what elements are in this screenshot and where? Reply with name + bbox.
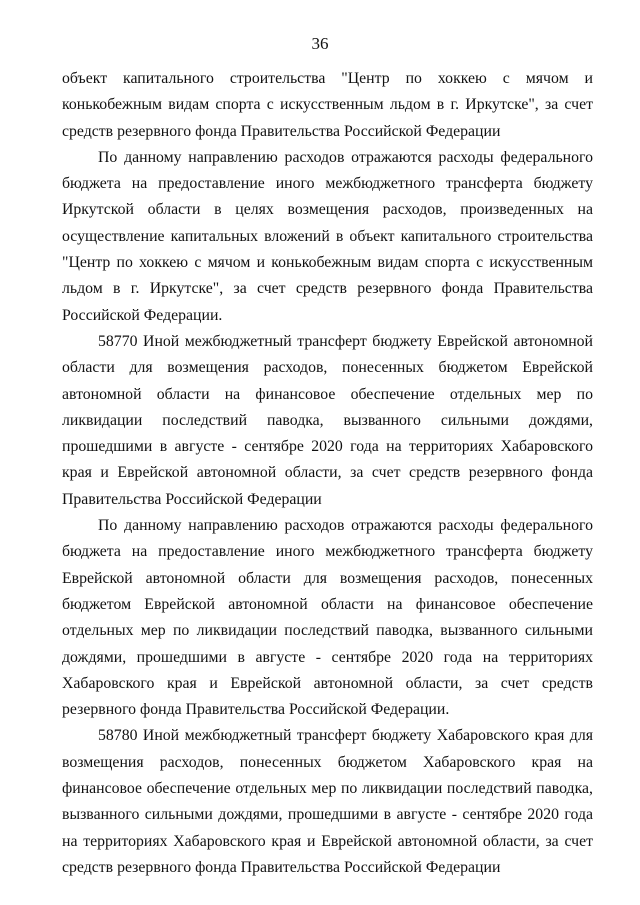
paragraph-code-58780: 58780 Иной межбюджетный трансферт бюджету Хабаровского края для возмещения расходов, понесенных бюджетом Хабаровского края на финансовое обеспечение отдельных мер по ликвидации последствий паводка, вызванного сильными дождями, прошедшими в августе - сентябре 2020 года на территориях Хабаровского края и Еврейской автономной области, за счет средств резервного фонда Правительства Российской Федерации: [62, 727, 593, 876]
paragraph-description-jewish-ao: По данному направлению расходов отражаются расходы федерального бюджета на предоставление иного межбюджетного трансферта бюджету Еврейской автономной области для возмещения расходов, понесенных бюджетом Еврейской автономной области на финансовое обеспечение отдельных мер по ликвидации последствий паводка, вызванного сильными дождями, прошедшими в августе - сентябре 2020 года на территориях Хабаровского края и Еврейской автономной области, за счет средств резервного фонда Правительства Российской Федерации.: [62, 517, 593, 719]
document-body: [62, 66, 593, 881]
paragraph-code-58770: 58770 Иной межбюджетный трансферт бюджету Еврейской автономной области для возмещения расходов, понесенных бюджетом Еврейской автономной области на финансовое обеспечение отдельных мер по ликвидации последствий паводка, вызванного сильными дождями, прошедшими в августе - сентябре 2020 года на территориях Хабаровского края и Еврейской автономной области, за счет средств резервного фонда Правительства Российской Федерации: [62, 332, 593, 508]
paragraph-description-irkutsk: По данному направлению расходов отражаются расходы федерального бюджета на предоставление иного межбюджетного трансферта бюджету Иркутской области в целях возмещения расходов, произведенных на осуществление капитальных вложений в объект капитального строительства "Центр по хоккею с мячом и конькобежным видам спорта с искусственным льдом в г. Иркутске", за счет средств резервного фонда Правительства Российской Федерации.: [62, 148, 593, 324]
page-number: 36: [311, 34, 329, 53]
paragraph-continuation: объект капитального строительства "Центр по хоккею с мячом и конькобежным видам спорта с искусственным льдом в г. Иркутске", за счет средств резервного фонда Правительства Российской Федерации: [62, 70, 593, 140]
